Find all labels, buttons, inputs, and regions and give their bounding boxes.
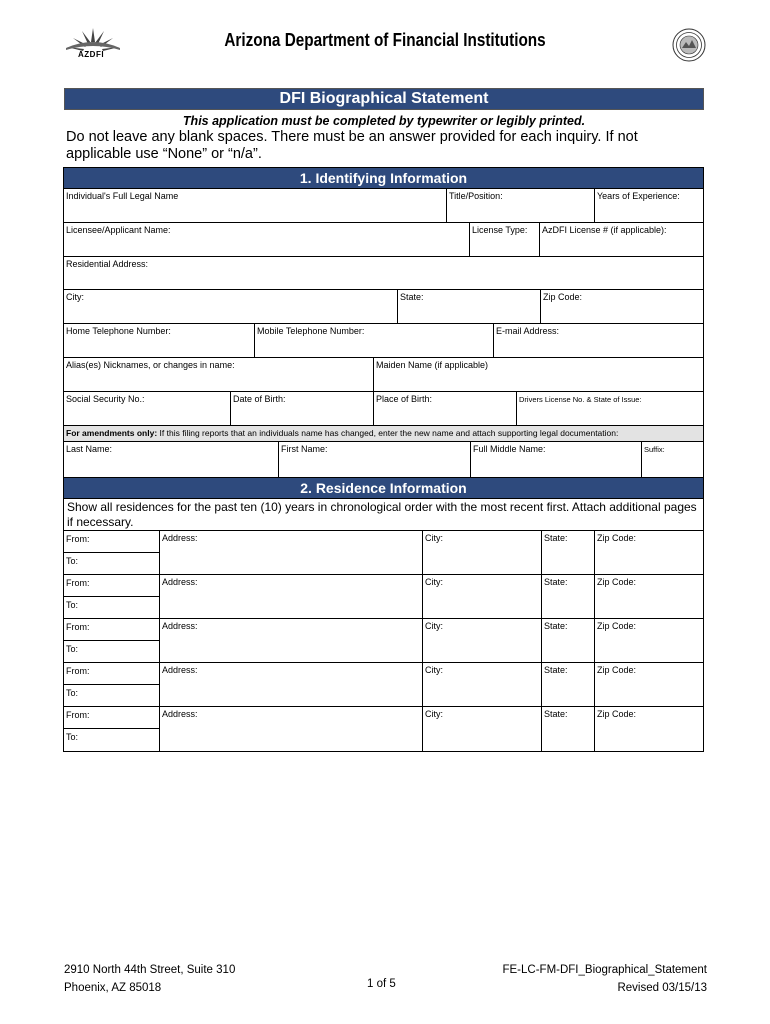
residence-entry [64,707,703,751]
azdfi-logo-icon [62,22,124,66]
ssn-field[interactable]: Social Security No.: [64,392,231,425]
residence-state-field[interactable]: State: [542,575,595,618]
amendments-label: For amendments only: [66,428,158,438]
from-field[interactable]: From: [64,663,159,685]
residence-address-field[interactable]: Address: [160,619,423,662]
footer-form-info [502,961,707,997]
place-of-birth-field[interactable]: Place of Birth: [374,392,517,425]
section-1-heading: 1. Identifying Information [64,168,703,189]
residence-city-field[interactable]: City: [423,619,542,662]
residence-city-field[interactable]: City: [423,531,542,574]
residence-dates [64,619,160,662]
residence-address-field[interactable]: Address: [160,707,423,751]
first-name-field[interactable]: First Name: [279,442,471,477]
agency-title: Arizona Department of Financial Institutions [224,30,546,50]
residence-entry [64,575,703,619]
footer-address [64,961,235,997]
drivers-license-field[interactable]: Drivers License No. & State of Issue: [519,395,642,404]
section-2-heading: 2. Residence Information [64,478,703,499]
footer-address-line1: 2910 North 44th Street, Suite 310 [64,964,236,976]
residence-dates [64,575,160,618]
footer-address-line2: Phoenix, AZ 85018 [64,982,162,994]
state-seal-icon [672,28,706,62]
last-name-field[interactable]: Last Name: [64,442,279,477]
to-field[interactable]: To: [66,687,79,698]
residence-zip-field[interactable]: Zip Code: [597,665,637,675]
to-field[interactable]: To: [66,555,79,566]
form-title: DFI Biographical Statement [64,88,704,110]
residence-state-field[interactable]: State: [542,707,595,751]
city-field[interactable]: City: [64,290,398,323]
email-field[interactable]: E-mail Address: [496,326,560,336]
instruction-italic: This application must be completed by typewriter or legibly printed. [182,114,586,128]
middle-name-field[interactable]: Full Middle Name: [471,442,642,477]
residence-state-field[interactable]: State: [542,619,595,662]
to-field[interactable]: To: [66,732,79,742]
residence-dates [64,707,160,751]
residence-address-field[interactable]: Address: [160,531,423,574]
residence-address-field[interactable]: Address: [160,575,423,618]
residential-address-field[interactable]: Residential Address: [66,259,149,269]
logo-text: AZDFI [78,50,105,59]
to-field[interactable]: To: [66,599,79,610]
page-number: 1 of 5 [367,978,396,990]
residence-list [64,531,703,751]
residence-city-field[interactable]: City: [423,707,542,751]
amendments-text: If this filing reports that an individuals name has changed, enter the new name and attach supporting legal documentation: [159,428,619,438]
title-position-field[interactable]: Title/Position: [447,189,595,222]
residence-address-field[interactable]: Address: [160,663,423,706]
state-field[interactable]: State: [398,290,541,323]
residence-zip-field[interactable]: Zip Code: [597,533,637,543]
from-field[interactable]: From: [64,707,159,729]
azdfi-license-field[interactable]: AzDFI License # (if applicable): [542,225,667,235]
residence-entry [64,663,703,707]
residence-state-field[interactable]: State: [542,531,595,574]
form-id: FE-LC-FM-DFI_Biographical_Statement [502,964,707,976]
amendments-note [64,426,703,442]
aliases-field[interactable]: Alias(es) Nicknames, or changes in name: [64,358,374,391]
licensee-name-field[interactable]: Licensee/Applicant Name: [64,223,470,256]
residence-intro: Show all residences for the past ten (10) years in chronological order with the most recent first. Attach additional pages if necessary. [64,499,703,531]
mobile-telephone-field[interactable]: Mobile Telephone Number: [255,324,494,357]
residence-state-field[interactable]: State: [542,663,595,706]
full-legal-name-field[interactable]: Individual's Full Legal Name [64,189,447,222]
residence-dates [64,531,160,574]
years-experience-field[interactable]: Years of Experience: [597,191,680,201]
residence-zip-field[interactable]: Zip Code: [597,709,637,719]
instruction-text: Do not leave any blank spaces. There must be an answer provided for each inquiry. If not applicable use “None” or “n/a”. [66,129,638,162]
date-of-birth-field[interactable]: Date of Birth: [231,392,374,425]
residence-city-field[interactable]: City: [423,663,542,706]
license-type-field[interactable]: License Type: [470,223,540,256]
residence-city-field[interactable]: City: [423,575,542,618]
residence-zip-field[interactable]: Zip Code: [597,577,637,587]
from-field[interactable]: From: [64,619,159,641]
zip-code-field[interactable]: Zip Code: [543,292,583,302]
residence-entry [64,531,703,575]
from-field[interactable]: From: [64,575,159,597]
revised-date: Revised 03/15/13 [617,982,707,994]
form-table [63,167,704,752]
residence-zip-field[interactable]: Zip Code: [597,621,637,631]
from-field[interactable]: From: [64,531,159,553]
residence-dates [64,663,160,706]
home-telephone-field[interactable]: Home Telephone Number: [64,324,255,357]
residence-entry [64,619,703,663]
to-field[interactable]: To: [66,643,79,654]
maiden-name-field[interactable]: Maiden Name (if applicable) [376,360,489,370]
suffix-field[interactable]: Suffix: [644,445,665,454]
